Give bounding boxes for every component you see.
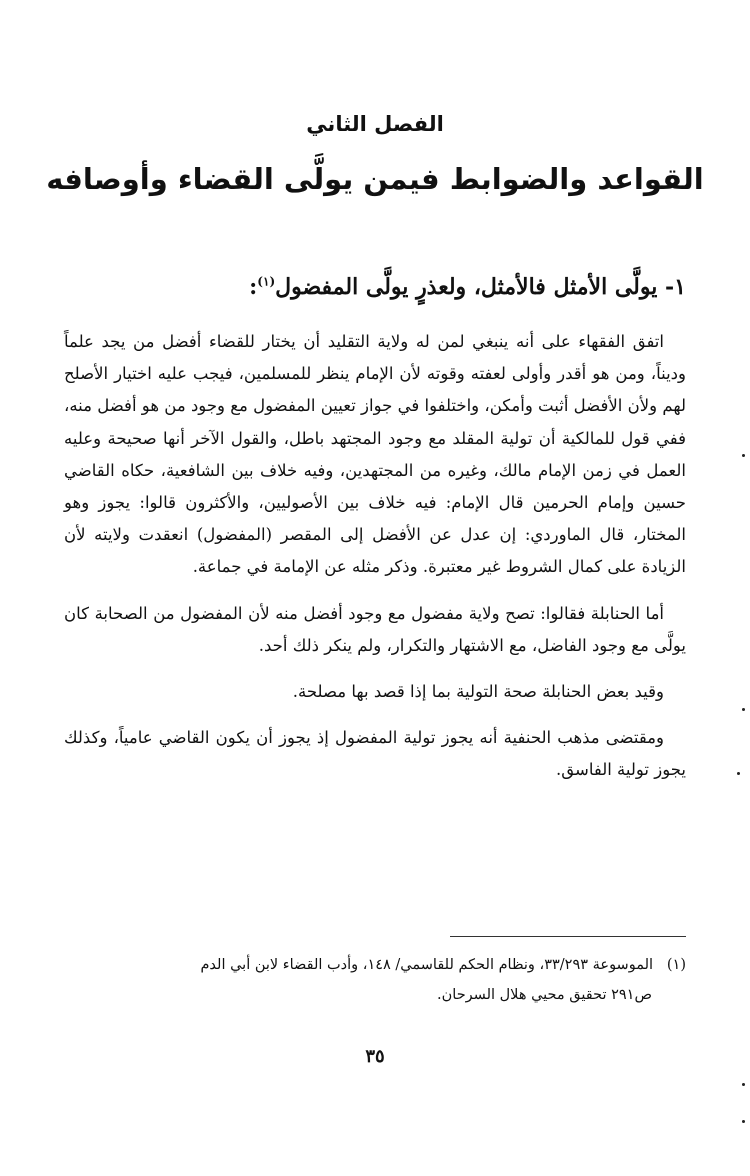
footnote-line: ص٢٩١ تحقيق محيي هلال السرحان. xyxy=(437,987,652,1003)
footnote-line xyxy=(64,950,686,980)
chapter-title: القواعد والضوابط فيمن يولَّى القضاء وأوصافه xyxy=(46,162,704,196)
scan-mark xyxy=(737,772,740,775)
footnote-reference[interactable]: (١) xyxy=(257,274,276,289)
scan-mark xyxy=(742,454,745,457)
paragraph: اتفق الفقهاء على أنه ينبغي لمن له ولاية التقليد أن يختار للقضاء أفضل من يجد علماً وديناً، ومن هو أقدر وأولى لعفته وقوته لأن الإمام ينظر للمسلمين، فيجب عليه اختيار الأصلح لهم ولأن الأفضل أثبت وأمكن، واختلفوا في جواز تعيين المفضول مع وجود من هو أفضل منه، ففي قول للمالكية أن تولية المقلد مع وجود المجتهد باطل، والقول الآخر أنها صحيحة وعليه العمل في زمن الإمام مالك، وغيره من المجتهدين، وفيه خلاف بين الشافعية، حكاه القاضي حسين وإمام الحرمين قال الإمام: فيه خلاف بين الأصوليين، والأكثرون قالوا: يجوز وهو المختار، قال الماوردي: إن عدل عن الأفضل إلى المقصر (المفضول) انعقدت ولايته لأن الزيادة على كمال الشروط غير معتبرة. وذكر مثله عن الإمامة في جماعة. xyxy=(64,332,686,577)
footnote-divider xyxy=(450,936,686,937)
paragraph: وقيد بعض الحنابلة صحة التولية بما إذا قصد بها مصلحة. xyxy=(292,682,664,702)
paragraph: ومقتضى مذهب الحنفية أنه يجوز تولية المفضول إذ يجوز أن يكون القاضي عامياً، وكذلك يجوز تولية الفاسق. xyxy=(64,728,686,780)
scan-mark xyxy=(742,1083,745,1086)
footnote-text: الموسوعة ٣٣/٢٩٣، ونظام الحكم للقاسمي/ ١٤٨، وأدب القضاء لابن أبي الدم xyxy=(200,957,654,973)
scan-mark xyxy=(742,1120,745,1123)
scan-mark xyxy=(742,708,745,711)
paragraph: أما الحنابلة فقالوا: تصح ولاية مفضول مع وجود أفضل منه لأن المفضول من الصحابة كان يولَّى مع وجود الفاضل، مع الاشتهار والتكرار، ولم ينكر ذلك أحد. xyxy=(64,603,686,655)
section-heading-text: ١- يولَّى الأمثل فالأمثل، ولعذرٍ يولَّى المفضول xyxy=(275,274,686,300)
page-number: ٣٥ xyxy=(365,1046,385,1067)
section-heading-colon: : xyxy=(249,274,258,300)
chapter-label: الفصل الثاني xyxy=(306,112,444,136)
body-text xyxy=(64,326,686,787)
footnote-number: (١) xyxy=(666,957,686,973)
section-heading xyxy=(66,274,686,300)
footnote xyxy=(64,950,686,1010)
